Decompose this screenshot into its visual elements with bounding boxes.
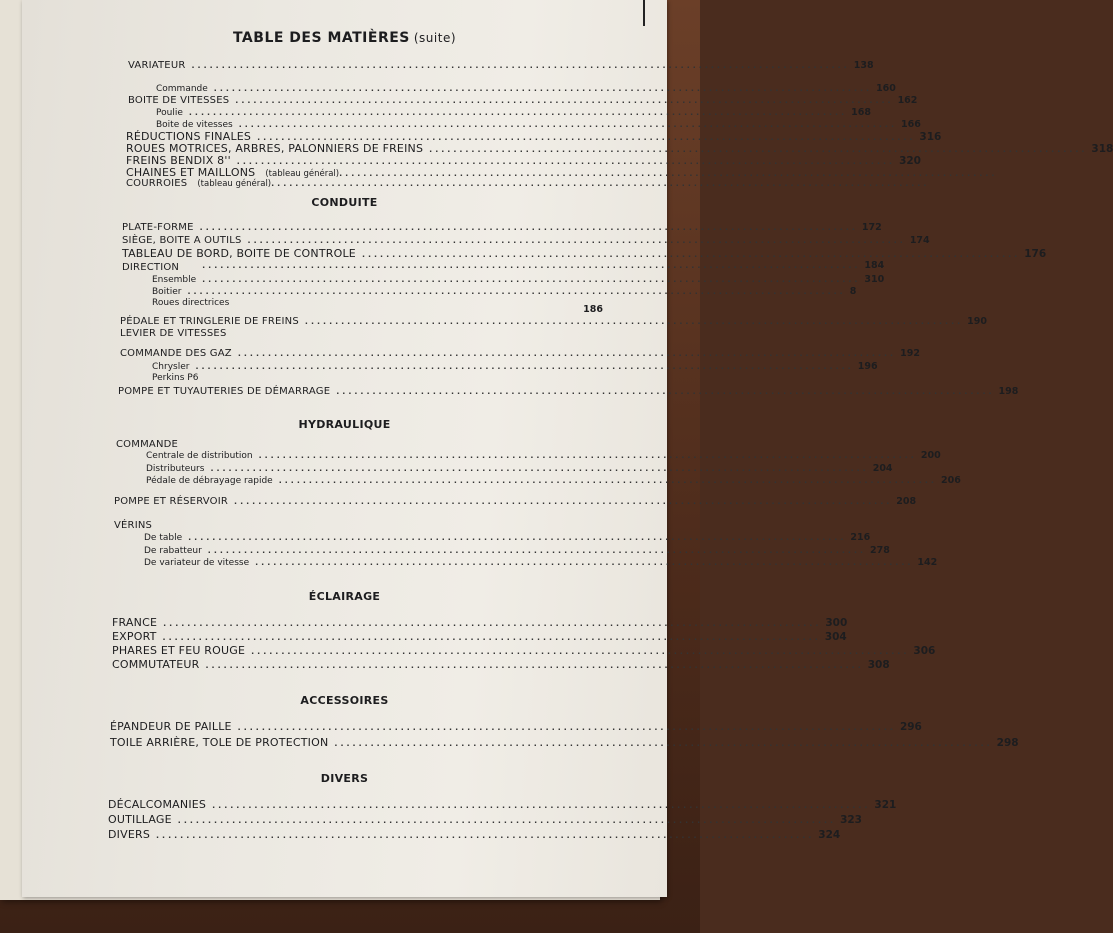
- toc-entry: DÉCALCOMANIES ............................................................................................................. 321: [108, 798, 897, 811]
- leader-dots: .............................................................................................................: [212, 801, 871, 810]
- title-suffix: (suite): [413, 31, 457, 45]
- leader-dots: .............................................................................................................: [213, 84, 873, 93]
- section-heading-eclairage: ÉCLAIRAGE: [308, 590, 381, 603]
- toc-entry: FREINS BENDIX 8'' ............................................................................................................. 320: [126, 154, 921, 167]
- leader-dots: .............................................................................................................: [177, 816, 837, 825]
- leader-dots: .............................................................................................................: [202, 275, 861, 284]
- toc-entry: POMPE ET RÉSERVOIR ............................................................................................................. 208: [114, 496, 917, 507]
- leader-dots: .............................................................................................................: [210, 464, 869, 473]
- toc-entry: VÉRINS: [114, 520, 153, 531]
- leader-dots: .............................................................................................................: [258, 451, 917, 460]
- toc-entry: PÉDALE ET TRINGLERIE DE FREINS ............................................................................................................. 190: [120, 316, 988, 327]
- toc-entry: DIVERS ............................................................................................................. 324: [108, 828, 841, 841]
- toc-entry: TOILE ARRIÈRE, TOLE DE PROTECTION ............................................................................................................. 298: [110, 736, 1019, 749]
- toc-entry: TABLEAU DE BORD, BOITE DE CONTROLE ............................................................................................................. 176: [122, 247, 1047, 260]
- leader-dots: .............................................................................................................: [234, 497, 893, 506]
- leader-dots: .............................................................................................................: [237, 349, 897, 358]
- leader-dots: .............................................................................................................: [238, 120, 897, 129]
- leader-dots: .............................................................................................................: [235, 96, 894, 105]
- leader-dots: .............................................................................................................: [271, 179, 930, 188]
- toc-entry: SIÈGE, BOITE A OUTILS ............................................................................................................. 174: [122, 235, 930, 246]
- leader-dots: .............................................................................................................: [191, 61, 850, 70]
- toc-entry: LEVIER DE VITESSES: [120, 328, 227, 339]
- leader-dots: .............................................................................................................: [188, 533, 847, 542]
- toc-entry: CHAINES ET MAILLONS (tableau général) .............................................................................................................: [126, 166, 998, 179]
- toc-entry: Distributeurs ............................................................................................................. 204: [146, 463, 893, 474]
- toc-entry: PHARES ET FEU ROUGE ............................................................................................................. 306: [112, 644, 936, 657]
- toc-entry: POMPE ET TUYAUTERIES DE DÉMARRAGE ............................................................................................................. 198: [118, 386, 1019, 397]
- leader-dots: .............................................................................................................: [236, 157, 896, 166]
- toc-entry: BOITE DE VITESSES ............................................................................................................. 162: [128, 95, 918, 106]
- leader-dots: .............................................................................................................: [162, 633, 821, 642]
- title-text: TABLE DES MATIÈRES: [232, 30, 410, 46]
- toc-entry: 186: [583, 304, 603, 315]
- toc-entry: VARIATEUR ............................................................................................................. 138: [128, 60, 874, 71]
- toc-entry: DIRECTION: [122, 262, 180, 273]
- section-heading-hydraulique: HYDRAULIQUE: [298, 418, 391, 431]
- toc-entry: De variateur de vitesse ............................................................................................................. 142: [144, 557, 938, 568]
- toc-entry: COURROIES (tableau général) .............................................................................................................: [126, 178, 930, 189]
- leader-dots: .............................................................................................................: [336, 387, 995, 396]
- section-heading-divers: DIVERS: [320, 772, 369, 785]
- toc-entry: FRANCE ............................................................................................................. 300: [112, 616, 848, 629]
- toc-entry: ROUES MOTRICES, ARBRES, PALONNIERS DE FREINS ............................................................................................................. 318: [126, 142, 1113, 155]
- toc-entry: De table ............................................................................................................. 216: [144, 532, 871, 543]
- toc-entry: COMMANDE: [116, 439, 179, 450]
- toc-entry: Perkins P6: [152, 373, 199, 383]
- leader-dots: .............................................................................................................: [187, 287, 846, 296]
- toc-entry: Pédale de débrayage rapide ............................................................................................................. 206: [146, 475, 961, 486]
- leader-dots: .............................................................................................................: [255, 558, 914, 567]
- leader-dots: .............................................................................................................: [195, 362, 854, 371]
- toc-entry: EXPORT ............................................................................................................. 304: [112, 630, 847, 643]
- leader-dots: .............................................................................................................: [237, 723, 896, 732]
- page-edge-mark: [643, 0, 645, 26]
- toc-entry: Commande ............................................................................................................. 160: [156, 83, 896, 94]
- leader-dots: .............................................................................................................: [202, 261, 861, 270]
- toc-entry: Poulie ............................................................................................................. 168: [156, 107, 871, 118]
- leader-dots: .............................................................................................................: [361, 250, 1021, 259]
- section-heading-accessoires: ACCESSOIRES: [300, 694, 389, 707]
- toc-entry: ÉPANDEUR DE PAILLE ............................................................................................................. 296: [110, 720, 922, 733]
- toc-entry: Centrale de distribution ............................................................................................................. 200: [146, 450, 941, 461]
- leader-dots: .............................................................................................................: [334, 739, 993, 748]
- page-title: [22, 30, 667, 46]
- leader-dots: .............................................................................................................: [257, 133, 916, 142]
- leader-dots: .............................................................................................................: [199, 223, 858, 232]
- toc-entry: Ensemble ............................................................................................................. 310: [152, 274, 885, 285]
- document-page: [22, 0, 1113, 897]
- toc-entry: Chrysler ............................................................................................................. 196: [152, 361, 878, 372]
- toc-entry: OUTILLAGE ............................................................................................................. 323: [108, 813, 862, 826]
- leader-dots: .............................................................................................................: [339, 169, 998, 178]
- leader-dots: .............................................................................................................: [207, 546, 867, 555]
- leader-dots: .............................................................................................................: [205, 661, 864, 670]
- leader-dots: .............................................................................................................: [163, 619, 822, 628]
- leader-dots: .............................................................................................................: [278, 476, 937, 485]
- toc-entry: COMMANDE DES GAZ ............................................................................................................. 192: [120, 348, 920, 359]
- leader-dots: .............................................................................................................: [247, 236, 906, 245]
- toc-entry: RÉDUCTIONS FINALES ............................................................................................................. 316: [126, 130, 942, 143]
- toc-entry: COMMUTATEUR ............................................................................................................. 308: [112, 658, 890, 671]
- leader-dots: .............................................................................................................: [304, 317, 964, 326]
- toc-entry: PLATE-FORME ............................................................................................................. 172: [122, 222, 882, 233]
- toc-entry: De rabatteur ............................................................................................................. 278: [144, 545, 890, 556]
- leader-dots: .............................................................................................................: [429, 145, 1088, 154]
- toc-entry: Boitier ............................................................................................................. 8: [152, 286, 857, 297]
- toc-entry: Boite de vitesses ............................................................................................................. 166: [156, 119, 921, 130]
- leader-dots: .............................................................................................................: [188, 108, 848, 117]
- section-heading-conduite: CONDUITE: [311, 196, 378, 209]
- toc-entry: Roues directrices: [152, 298, 230, 308]
- leader-dots: .............................................................................................................: [251, 647, 910, 656]
- toc-entry: ............................................................................................................. 184: [202, 260, 885, 271]
- leader-dots: .............................................................................................................: [156, 831, 815, 840]
